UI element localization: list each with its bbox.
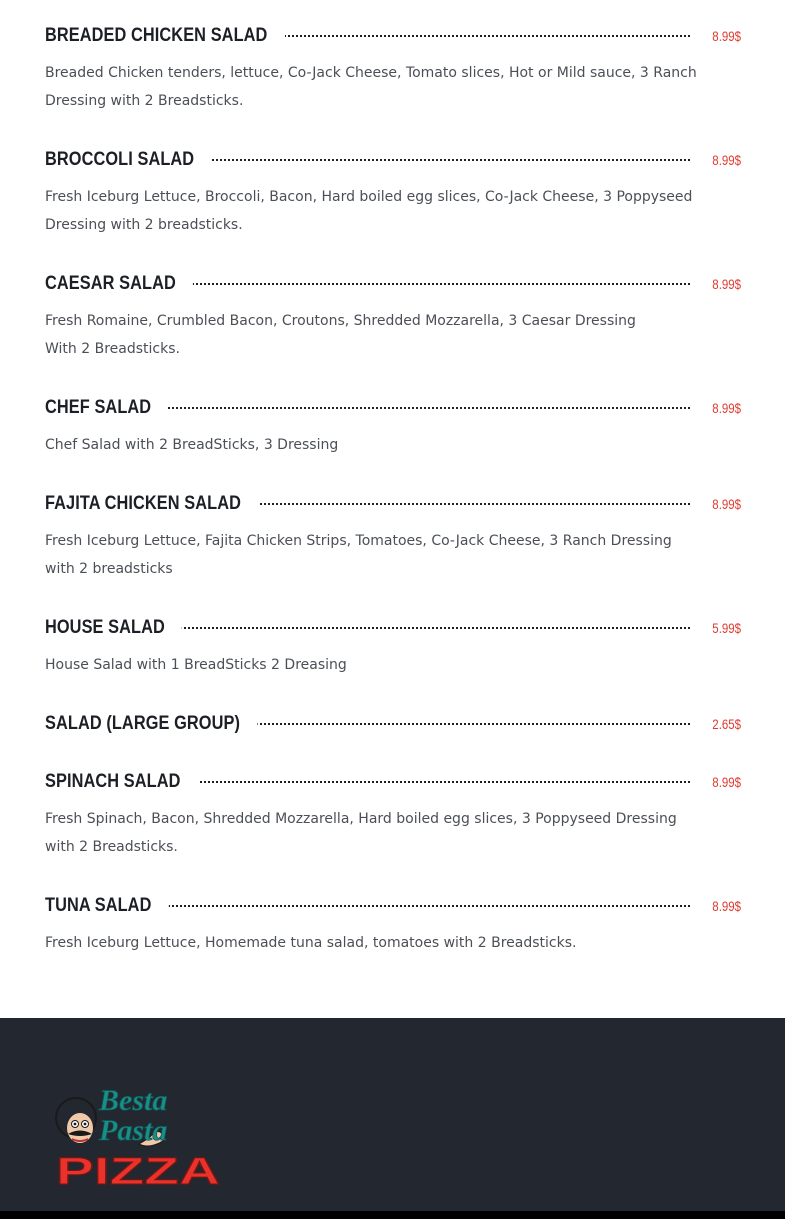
menu-item-header	[45, 711, 741, 737]
menu-item-price: 8.99$	[712, 400, 741, 416]
menu-item-description: House Salad with 1 BreadSticks 2 Dreasing	[45, 657, 347, 673]
menu-item-name: SALAD (LARGE GROUP)	[45, 711, 257, 737]
menu-item-description: Fresh Iceburg Lettuce, Homemade tuna salad, tomatoes with 2 Breadsticks.	[45, 935, 577, 951]
menu-item-name: BROCCOLI SALAD	[45, 147, 211, 173]
menu-item	[45, 769, 741, 861]
menu-item-description: Fresh Iceburg Lettuce, Broccoli, Bacon, Hard boiled egg slices, Co-Jack Cheese, 3 Poppyseed Dressing with 2 breadsticks.	[45, 189, 693, 233]
logo-word-3: PIZZA	[56, 1151, 220, 1190]
menu-item-description-line: Fresh Iceburg Lettuce, Fajita Chicken Strips, Tomatoes, Co-Jack Cheese, 3 Ranch Dressing	[45, 533, 672, 549]
menu-item-price: 8.99$	[712, 898, 741, 914]
besta-pasta-pizza-logo[interactable]	[54, 1080, 224, 1190]
menu-item-header	[45, 491, 741, 517]
menu-item	[45, 711, 741, 737]
menu-item	[45, 23, 741, 115]
menu-item-name: SPINACH SALAD	[45, 769, 198, 795]
menu-item-name: FAJITA CHICKEN SALAD	[45, 491, 258, 517]
menu-item-name: CHEF SALAD	[45, 395, 168, 421]
menu-item-header	[45, 893, 741, 919]
menu-item-description-line: Fresh Spinach, Bacon, Shredded Mozzarella, Hard boiled egg slices, 3 Poppyseed Dressing	[45, 811, 677, 827]
menu-item	[45, 491, 741, 583]
menu-item-price: 8.99$	[712, 774, 741, 790]
menu-item-price: 5.99$	[712, 620, 741, 636]
menu-item-header	[45, 147, 741, 173]
menu-item	[45, 271, 741, 363]
menu-item-description-line: with 2 Breadsticks.	[45, 839, 178, 855]
menu-item-header	[45, 769, 741, 795]
menu-item-description	[45, 307, 741, 363]
menu-item-price: 8.99$	[712, 152, 741, 168]
menu-item	[45, 147, 741, 239]
menu-item-description	[45, 805, 741, 861]
menu-item-description: Chef Salad with 2 BreadSticks, 3 Dressing	[45, 437, 339, 453]
menu-item-price: 8.99$	[712, 28, 741, 44]
menu-item-description	[45, 527, 741, 583]
logo-word-1: Besta	[99, 1084, 168, 1117]
site-footer	[0, 1018, 785, 1211]
menu-item-price: 2.65$	[712, 716, 741, 732]
menu-item-description-line: Fresh Romaine, Crumbled Bacon, Croutons, Shredded Mozzarella, 3 Caesar Dressing	[45, 313, 636, 329]
menu-item-name: TUNA SALAD	[45, 893, 169, 919]
menu-item-header	[45, 395, 741, 421]
menu-item	[45, 893, 741, 957]
menu-item-description: Breaded Chicken tenders, lettuce, Co-Jack Cheese, Tomato slices, Hot or Mild sauce, 3 Ranch Dressing with 2 Breadsticks.	[45, 65, 697, 109]
menu-item-description-line: with 2 breadsticks	[45, 561, 173, 577]
menu-item	[45, 395, 741, 459]
menu-item-name: BREADED CHICKEN SALAD	[45, 23, 285, 49]
menu-item-price: 8.99$	[712, 496, 741, 512]
menu-item-name: CAESAR SALAD	[45, 271, 193, 297]
footer-bottom-bar	[0, 1211, 785, 1219]
menu-item-description-line: With 2 Breadsticks.	[45, 341, 180, 357]
menu-item	[45, 615, 741, 679]
menu-item-header	[45, 615, 741, 641]
logo-word-2: Pasta	[99, 1114, 168, 1147]
menu-item-header	[45, 271, 741, 297]
menu-item-header	[45, 23, 741, 49]
menu-item-price: 8.99$	[712, 276, 741, 292]
menu-item-name: HOUSE SALAD	[45, 615, 182, 641]
